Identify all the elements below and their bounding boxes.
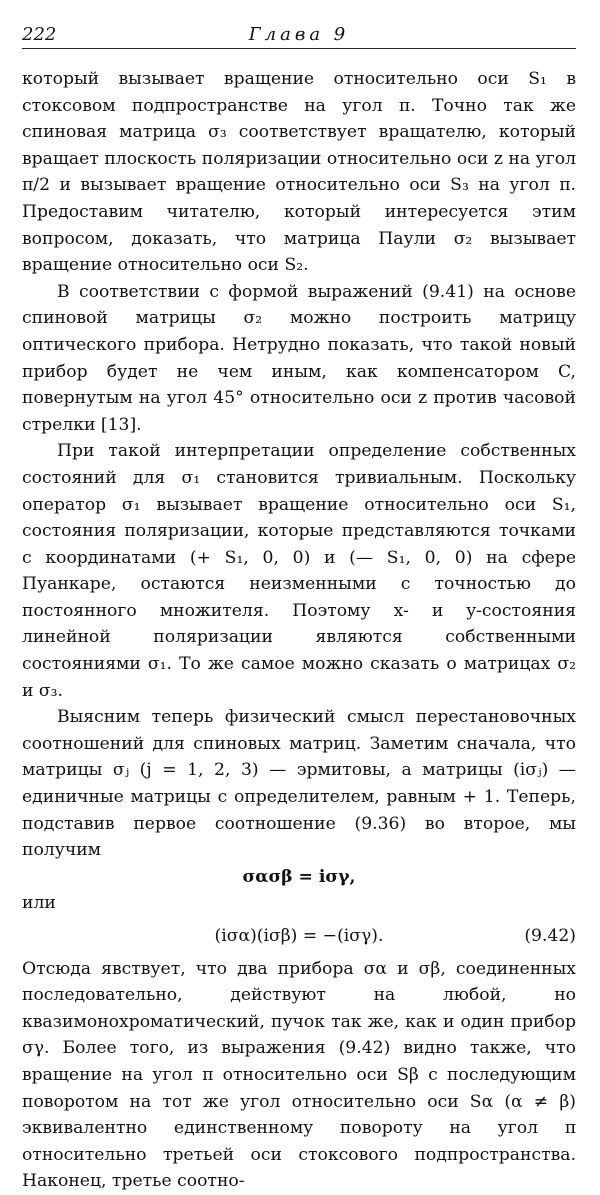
equation-9-42-body: (iσα)(iσβ) = −(iσγ).	[214, 926, 384, 946]
equation-commutation: σασβ = iσγ,	[242, 866, 356, 887]
chapter-title: Глава 9	[248, 24, 350, 45]
paragraph-5: Отсюда явствует, что два прибора σα и σβ, соединенных последовательно, действуют на любой, но квазимонохроматический, пучок так же, как и один прибор σγ. Более того, из выражения (9.42) видно также, что вращение на угол π относительно оси Sβ с последующим поворотом на тот же угол относительно оси Sα (α ≠ β) эквивалентно единственному повороту на угол π относительно третьей оси стоксового подпространства. Наконец, третье соотно-	[22, 958, 576, 1192]
equation-9-42	[22, 923, 576, 950]
paragraph-4: Выясним теперь физический смысл перестановочных соотношений для спиновых матриц. Заметим сначала, что матрицы σⱼ (j = 1, 2, 3) — эрмитовы, а матрицы (iσⱼ) — единичные матрицы с определителем, равным + 1. Теперь, подставив первое соотношение (9.36) во второе, мы получим	[22, 707, 576, 861]
page-number: 222	[22, 24, 57, 45]
paragraph-2: В соответствии с формой выражений (9.41) на основе спиновой матрицы σ₂ можно построить матрицу оптического прибора. Нетрудно показать, что такой новый прибор будет не чем иным, как компенсатором C, повернутым на угол 45° относительно оси z против часовой стрелки [13].	[22, 281, 576, 435]
paragraph-3: При такой интерпретации определение собственных состояний для σ₁ становится тривиальным. Поскольку оператор σ₁ вызывает вращение относительно оси S₁, состояния поляризации, которые представляются точками с координатами (+ S₁, 0, 0) и (— S₁, 0, 0) на сфере Пуанкаре, остаются неизменными с точностью до постоянного множителя. Поэтому x- и y-состояния линейной поляризации являются собственными состояниями σ₁. То же самое можно сказать о матрицах σ₂ и σ₃.	[22, 441, 576, 701]
connector-word: или	[22, 893, 56, 914]
running-head	[22, 24, 576, 49]
paragraph-1: который вызывает вращение относительно оси S₁ в стоксовом подпространстве на угол π. Точно так же спиновая матрица σ₃ соответствует вращателю, который вращает плоскость поляризации относительно оси z на угол π/2 и вызывает вращение относительно оси S₃ на угол π. Предоставим читателю, который интересуется этим вопросом, доказать, что матрица Паули σ₂ вызывает вращение относительно оси S₂.	[22, 69, 576, 276]
equation-number: (9.42)	[524, 926, 576, 946]
page-body	[22, 66, 576, 1195]
